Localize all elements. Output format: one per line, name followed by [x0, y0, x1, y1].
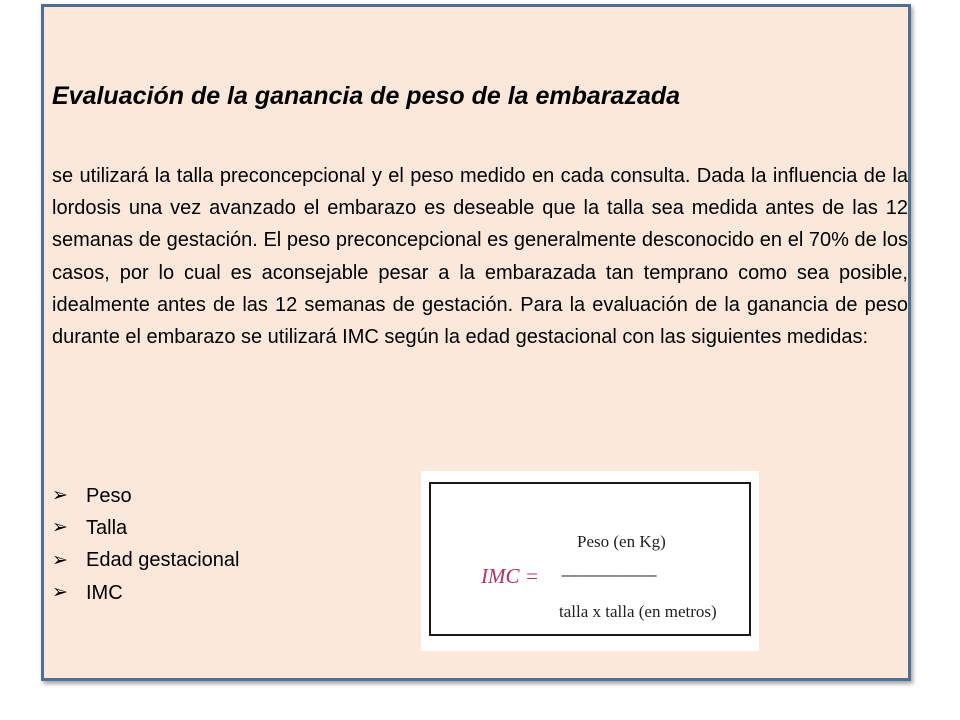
list-item — [52, 577, 239, 609]
list-item-label: Talla — [86, 517, 128, 540]
arrow-bullet-icon: ➢ — [52, 581, 68, 603]
list-item — [52, 512, 239, 544]
list-item-label: Peso — [86, 485, 132, 507]
arrow-bullet-icon: ➢ — [52, 549, 68, 571]
list-item-label: IMC — [86, 581, 123, 604]
slide-title: Evaluación de la ganancia de peso de la embarazada — [52, 82, 681, 110]
body-paragraph: se utilizará la talla preconcepcional y el peso medido en cada consulta. Dada la influencia de la lordosis una vez avanzado el embarazo es deseable que la talla sea medida antes de las 12 semanas de gestación. El peso preconcepcional es generalmente desconocido en el 70% de los casos, por lo cual es aconsejable pesar a la embarazada tan temprano como sea posible, idealmente antes de las 12 semanas de gestación. Para la evaluación de la ganancia de peso durante el embarazo se utilizará IMC según la edad gestacional con las siguientes medidas: — [52, 165, 908, 349]
formula-denominator: talla x talla (en metros) — [559, 602, 717, 621]
arrow-bullet-icon: ➢ — [52, 485, 68, 507]
formula-lhs: IMC = — [481, 564, 539, 588]
arrow-bullet-icon: ➢ — [52, 517, 68, 539]
formula-frame — [429, 482, 751, 636]
list-item-label: Edad gestacional — [86, 549, 240, 572]
measure-list — [52, 480, 239, 609]
imc-formula-image — [421, 471, 759, 651]
list-item — [52, 480, 239, 512]
list-item — [52, 544, 239, 576]
formula-fraction-bar: -------------------------- — [561, 568, 657, 583]
formula-numerator: Peso (en Kg) — [577, 532, 666, 551]
